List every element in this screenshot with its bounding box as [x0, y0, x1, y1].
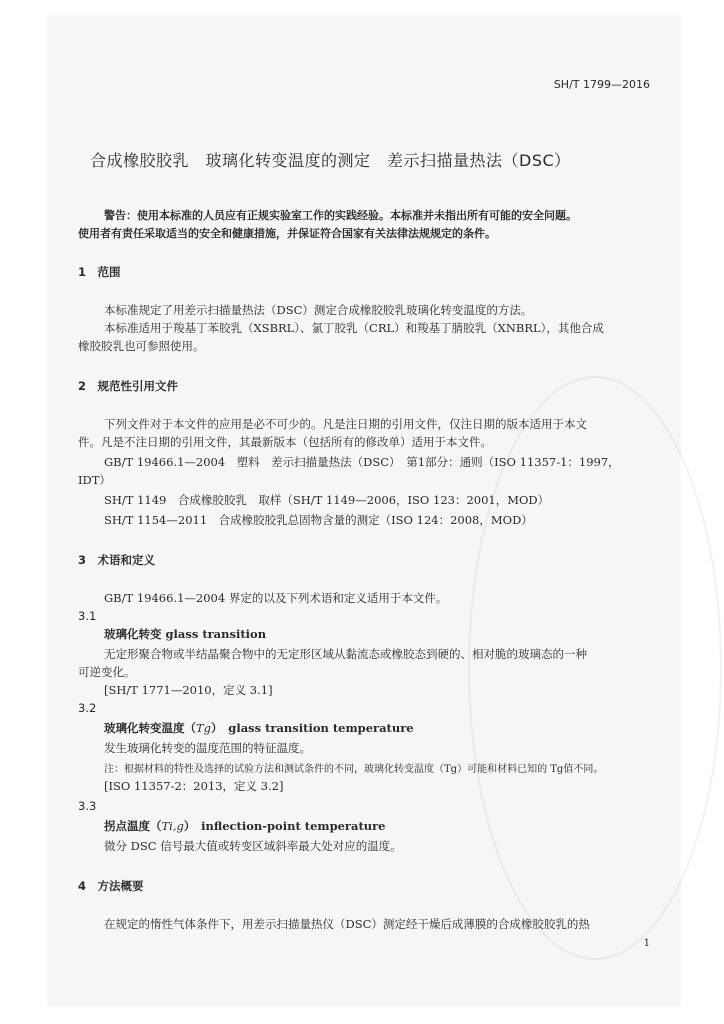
- term-3-3-def: 微分 DSC 信号最大值或转变区域斜率最大处对应的温度。: [104, 839, 402, 853]
- term-3-1-ref: [SH/T 1771—2010，定义 3.1]: [104, 683, 273, 697]
- section-1-heading: 1 范围: [78, 265, 121, 279]
- term-3-3-title: 拐点温度（Ti,g） inflection-point temperature: [104, 819, 386, 833]
- term-3-2-ref: [ISO 11357-2：2013，定义 3.2]: [104, 779, 284, 793]
- s2-line-5: SH/T 1149 合成橡胶胶乳 取样（SH/T 1149—2006，ISO 123：2001，MOD）: [104, 493, 550, 507]
- term-3-2-def: 发生玻璃化转变的温度范围的特征温度。: [104, 741, 311, 755]
- term-3-2-number: 3.2: [78, 701, 97, 715]
- section-2-heading: 2 规范性引用文件: [78, 379, 179, 393]
- page-number: 1: [643, 938, 650, 949]
- term-3-1-def-2: 可逆变化。: [78, 665, 136, 679]
- s2-line-1: 下列文件对于本文件的应用是必不可少的。凡是注日期的引用文件，仅注日期的版本适用于本文: [104, 417, 587, 431]
- s2-line-2: 件。凡是不注日期的引用文件，其最新版本（包括所有的修改单）适用于本文件。: [78, 435, 492, 449]
- term-3-1-title: 玻璃化转变 glass transition: [104, 627, 267, 641]
- warning-line-1: 警告：使用本标准的人员应有正规实验室工作的实践经验。本标准并未指出所有可能的安全问题。: [104, 209, 577, 222]
- page-title: 合成橡胶胶乳 玻璃化转变温度的测定 差示扫描量热法（DSC）: [90, 151, 571, 170]
- section-3-heading: 3 术语和定义: [78, 553, 156, 567]
- s1-line-1: 本标准规定了用差示扫描量热法（DSC）测定合成橡胶胶乳玻璃化转变温度的方法。: [104, 303, 533, 317]
- s3-intro: GB/T 19466.1—2004 界定的以及下列术语和定义适用于本文件。: [104, 591, 448, 605]
- s4-line-1: 在规定的惰性气体条件下，用差示扫描量热仪（DSC）测定经干燥后成薄膜的合成橡胶胶乳的热: [104, 917, 590, 931]
- document-page: [48, 16, 680, 1006]
- term-3-2-symbol: Tg: [196, 721, 212, 735]
- term-3-2-title: 玻璃化转变温度（Tg） glass transition temperature: [104, 721, 414, 735]
- s1-line-3: 橡胶胶乳也可参照使用。: [78, 339, 205, 353]
- term-3-2-note: 注：根据材料的特性及选择的试验方法和测试条件的不同，玻璃化转变温度（Tg）可能和材料已知的 Tg值不同。: [104, 764, 604, 775]
- term-3-3-cn: 拐点温度: [104, 819, 150, 833]
- s2-line-4: IDT）: [78, 473, 111, 487]
- term-3-2-en: glass transition temperature: [228, 721, 414, 735]
- s2-line-6: SH/T 1154—2011 合成橡胶胶乳总固物含量的测定（ISO 124：2008，MOD）: [104, 513, 533, 527]
- section-4-heading: 4 方法概要: [78, 879, 144, 893]
- term-3-3-en: inflection-point temperature: [201, 819, 386, 833]
- term-3-3-number: 3.3: [78, 799, 97, 813]
- term-3-1-number: 3.1: [78, 609, 97, 623]
- term-3-2-cn: 玻璃化转变温度: [104, 721, 185, 735]
- s2-line-3: GB/T 19466.1—2004 塑料 差示扫描量热法（DSC） 第1部分：通则（ISO 11357-1：1997，: [104, 455, 620, 469]
- doc-code: SH/T 1799—2016: [553, 78, 650, 91]
- term-3-3-symbol: Ti,g: [161, 819, 184, 833]
- warning-line-2: 使用者有责任采取适当的安全和健康措施，并保证符合国家有关法律法规规定的条件。: [78, 227, 496, 240]
- s1-line-2: 本标准适用于羧基丁苯胶乳（XSBRL）、氯丁胶乳（CRL）和羧基丁腈胶乳（XNBRL），其他合成: [104, 321, 604, 335]
- term-3-1-def-1: 无定形聚合物或半结晶聚合物中的无定形区域从黏流态或橡胶态到硬的、相对脆的玻璃态的一种: [104, 647, 587, 661]
